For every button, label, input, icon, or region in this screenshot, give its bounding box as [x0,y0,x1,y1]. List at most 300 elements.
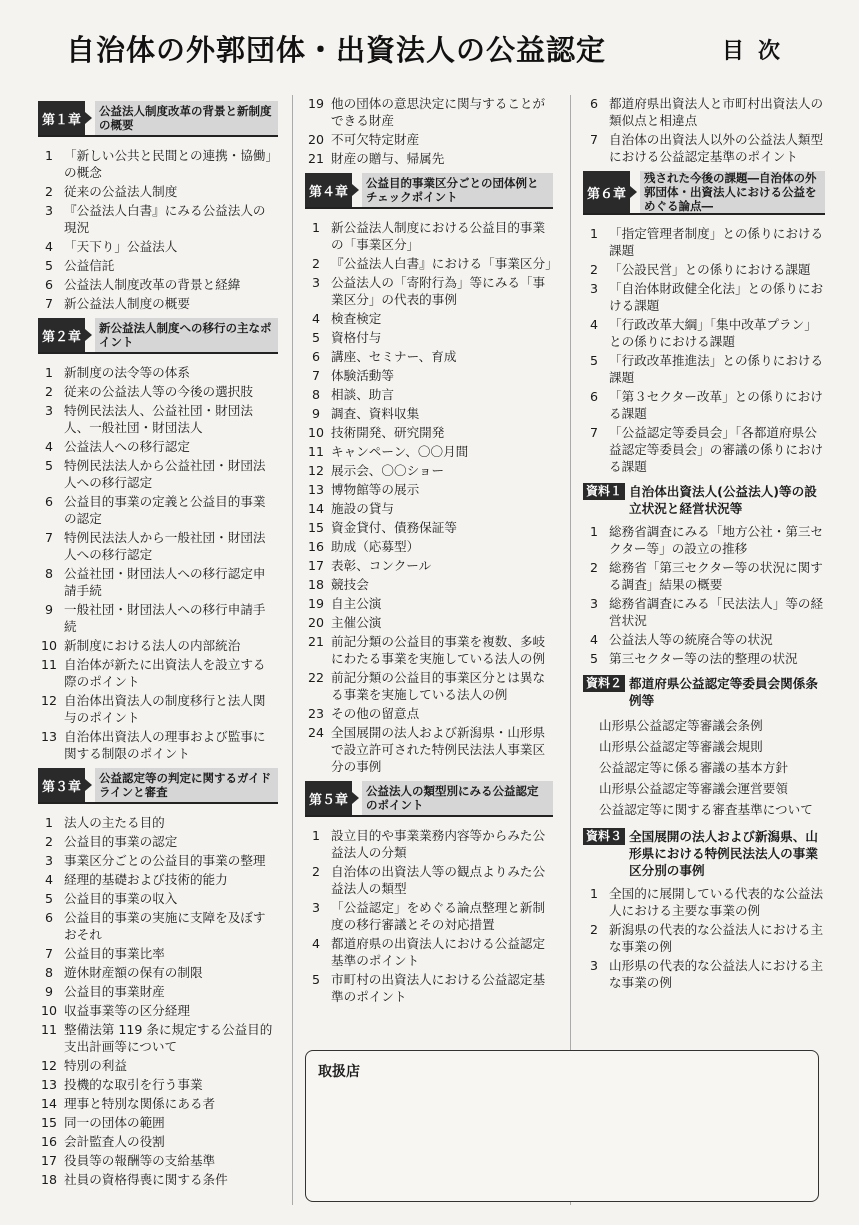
item-text: 総務省調査にみる「地方公社・第三セクター等」の設立の推移 [609,524,824,556]
list-item [305,405,553,422]
item-number: 21 [307,151,325,166]
list-item [583,921,825,955]
item-text: 公益法人への移行認定 [64,439,190,454]
item-number: 9 [44,984,53,999]
list-item [38,1133,278,1150]
chapter-2-header [38,318,278,354]
item-text: 主催公演 [331,615,382,630]
item-number: 11 [307,444,325,459]
item-text: 不可欠特定財産 [331,132,420,147]
item-number: 23 [307,706,325,721]
item-number: 1 [589,886,598,901]
item-text: 全国的に展開している代表的な公益法人における主要な事業の例 [609,886,824,918]
item-number: 14 [307,501,325,516]
list-item [305,935,553,969]
item-number: 3 [44,853,53,868]
item-text: 博物館等の展示 [331,482,420,497]
item-number: 7 [589,425,598,440]
list-item [305,863,553,897]
item-number: 9 [311,406,320,421]
item-text: 「天下り」公益法人 [64,239,178,254]
toc-label: 目次 [722,39,795,64]
item-number: 8 [311,387,320,402]
list-item [583,424,825,475]
item-number: 18 [40,1172,58,1187]
list-item [38,1002,278,1019]
item-text: 市町村の出資法人における公益認定基準のポイント [331,972,546,1004]
resource-tag: 資料２ [583,675,625,692]
item-text: 公益目的事業の定義と公益目的事業の認定 [64,494,266,526]
item-text: 「新しい公共と民間との連携・協働」の概念 [64,148,272,180]
item-number: 2 [44,184,53,199]
list-item [583,388,825,422]
list-item [38,692,278,726]
item-text: 「自治体財政健全化法」との係りにおける課題 [609,281,824,313]
list-item [38,402,278,436]
list-item [305,669,553,703]
store-label: 取扱店 [318,1064,360,1080]
list-item [305,348,553,365]
item-text: 新制度における法人の内部統治 [64,638,241,653]
chapter-tag: 第１章 [38,101,85,135]
list-item [305,538,553,555]
item-text: 競技会 [331,577,369,592]
item-number: 19 [307,96,325,111]
list-item [305,95,553,129]
list-item [583,316,825,350]
item-text: 全国展開の法人および新潟県・山形県で設立許可された特例民法法人事業区分の事例 [331,725,546,774]
item-number: 13 [40,1077,58,1092]
item-number: 12 [40,1058,58,1073]
chapter-6-list [583,225,825,475]
item-text: 自治体出資法人の理事および監事に関する制限のポイント [64,729,266,761]
item-text: 展示会、〇〇ショー [331,463,445,478]
list-item [305,424,553,441]
list-item [305,633,553,667]
item-text: 都道府県出資法人と市町村出資法人の類似点と相違点 [609,96,824,128]
chapter-tag: 第６章 [583,171,630,213]
resource-1-list [583,523,825,667]
item-text: 社員の資格得喪に関する条件 [64,1172,228,1187]
column-divider [292,95,293,1205]
item-text: 資金貸付、債務保証等 [331,520,457,535]
item-text: 財産の贈与、帰属先 [331,151,445,166]
item-text: 公益信託 [64,258,115,273]
list-item [38,814,278,831]
list-item [38,202,278,236]
list-item [38,493,278,527]
item-text: 公益法人の「寄附行為」等にみる「事業区分」の代表的事例 [331,275,546,307]
item-number: 14 [40,1096,58,1111]
item-text: 自主公演 [331,596,382,611]
item-number: 9 [44,602,53,617]
item-text: 総務省「第三セクター等の状況に関する調査」結果の概要 [609,560,823,592]
page-title: 自治体の外郭団体・出資法人の公益認定 [66,33,607,67]
list-item [38,364,278,381]
chapter-tag: 第４章 [305,173,352,207]
list-item [38,257,278,274]
chapter-4-header [305,173,553,209]
item-number: 4 [589,317,598,332]
list-item [38,728,278,762]
list-item [583,523,825,557]
list-item [38,945,278,962]
item-number: 10 [40,638,58,653]
chapter-5-list-continued [583,95,825,165]
list-item [305,705,553,722]
item-text: 同一の団体の範囲 [64,1115,165,1130]
chapter-tag: 第３章 [38,768,85,802]
item-text: 講座、セミナー、育成 [331,349,457,364]
item-number: 15 [307,520,325,535]
chapter-1-header [38,101,278,137]
item-text: 自治体が新たに出資法人を設立する際のポイント [64,657,266,689]
chapter-title: 公益法人制度改革の背景と新制度の概要 [95,101,278,135]
list-item [305,595,553,612]
list-item: 公益認定等に関する審査基準について [599,802,813,817]
item-text: 検査検定 [331,311,382,326]
item-text: 新潟県の代表的な公益法人における主な事業の例 [609,922,824,954]
list-item [305,443,553,460]
list-item [38,438,278,455]
item-number: 10 [40,1003,58,1018]
item-text: 「第３セクター改革」との係りにおける課題 [609,389,823,421]
list-item [38,295,278,312]
item-number: 2 [311,256,320,271]
resource-1-header [583,483,825,517]
list-item [305,367,553,384]
list-item [38,1095,278,1112]
chapter-3-list-continued [305,95,553,167]
item-number: 4 [311,936,320,951]
item-text: 投機的な取引を行う事業 [64,1077,203,1092]
item-text: 「公益認定等委員会」「各都道府県公益認定等委員会」の審議の係りにおける課題 [609,425,824,474]
item-number: 8 [44,965,53,980]
store-box [305,1050,819,1202]
item-number: 16 [40,1134,58,1149]
item-number: 6 [589,389,598,404]
list-item [583,885,825,919]
item-text: 会計監査人の役割 [64,1134,165,1149]
item-number: 1 [311,220,320,235]
list-item [583,131,825,165]
item-number: 6 [589,96,598,111]
item-text: 公益目的事業の認定 [64,834,178,849]
item-number: 16 [307,539,325,554]
item-text: 特例民法法人、公益社団・財団法人、一般社団・財団法人 [64,403,253,435]
item-text: 公益法人制度改革の背景と経緯 [64,277,241,292]
item-number: 5 [44,258,53,273]
list-item [583,957,825,991]
item-text: 整備法第 119 条に規定する公益目的支出計画等について [64,1022,273,1054]
column-left [38,95,278,1190]
chapter-title: 新公益法人制度への移行の主なポイント [95,318,278,352]
item-text: 『公益法人白書』にみる公益法人の現況 [64,203,266,235]
item-number: 6 [311,349,320,364]
resource-2-list [583,715,825,820]
item-text: 山形県の代表的な公益法人における主な事業の例 [609,958,824,990]
chapter-3-list [38,814,278,1188]
item-number: 4 [44,872,53,887]
item-number: 3 [589,958,598,973]
item-number: 1 [44,148,53,163]
item-number: 7 [44,946,53,961]
item-number: 1 [589,226,598,241]
item-number: 15 [40,1115,58,1130]
item-text: その他の留意点 [331,706,420,721]
chapter-tag: 第５章 [305,781,352,815]
item-text: キャンペーン、〇〇月間 [331,444,469,459]
item-number: 2 [589,560,598,575]
item-number: 3 [44,203,53,218]
chapter-4-list [305,219,558,775]
item-text: 相談、助言 [331,387,394,402]
list-item [38,637,278,654]
list-item [38,1076,278,1093]
chapter-6-header [583,171,825,215]
list-item [305,971,553,1005]
arrow-icon [630,186,637,198]
item-number: 11 [40,1022,58,1037]
item-text: 「公設民営」との係りにおける課題 [609,262,811,277]
item-number: 1 [44,365,53,380]
item-number: 2 [44,384,53,399]
list-item [583,650,825,667]
list-item [38,383,278,400]
item-text: 施設の貸与 [331,501,394,516]
item-text: 理事と特別な関係にある者 [64,1096,216,1111]
item-number: 7 [44,296,53,311]
item-number: 2 [589,262,598,277]
list-item [305,827,553,861]
list-item [305,614,553,631]
item-number: 12 [40,693,58,708]
item-text: 事業区分ごとの公益目的事業の整理 [64,853,266,868]
list-item [305,576,553,593]
chapter-1-list [38,147,278,312]
item-text: 公益法人等の統廃合等の状況 [609,632,773,647]
chapter-title: 公益法人の類型別にみる公益認定のポイント [362,781,553,815]
resource-title: 自治体出資法人(公益法人)等の設立状況と経営状況等 [629,484,817,516]
item-text: 「行政改革推進法」との係りにおける課題 [609,353,824,385]
item-number: 17 [307,558,325,573]
arrow-icon [352,792,359,804]
item-number: 11 [40,657,58,672]
item-number: 7 [44,530,53,545]
item-text: 自治体の出資法人等の観点よりみた公益法人の類型 [331,864,546,896]
column-right [583,95,825,993]
item-text: 調査、資料収集 [331,406,420,421]
item-text: 特例民法法人から公益社団・財団法人への移行認定 [64,458,266,490]
chapter-5-header [305,781,553,817]
item-text: 都道府県の出資法人における公益認定基準のポイント [331,936,546,968]
resource-tag: 資料１ [583,483,625,500]
item-text: 特別の利益 [64,1058,127,1073]
item-text: 体験活動等 [331,368,394,383]
chapter-2-list [38,364,278,762]
item-number: 2 [589,922,598,937]
list-item [305,557,553,574]
item-number: 5 [44,891,53,906]
arrow-icon [85,329,92,341]
list-item [38,852,278,869]
item-number: 6 [44,277,53,292]
item-number: 10 [307,425,325,440]
item-number: 19 [307,596,325,611]
list-item [38,147,278,181]
list-item [583,261,825,278]
column-divider [570,95,571,1205]
item-number: 4 [44,439,53,454]
item-text: 前記分類の公益目的事業区分とは異なる事業を実施している法人の例 [331,670,546,702]
item-text: 公益目的事業の実施に支障を及ぼすおそれ [64,910,266,942]
item-number: 5 [311,972,320,987]
list-item [305,329,553,346]
item-text: 新制度の法令等の体系 [64,365,190,380]
list-item [38,601,278,635]
list-item [38,1021,278,1055]
list-item [305,519,553,536]
item-number: 13 [307,482,325,497]
list-item [38,833,278,850]
item-text: 「行政改革大綱」「集中改革プラン」との係りにおける課題 [609,317,817,349]
item-number: 6 [44,910,53,925]
item-text: 収益事業等の区分経理 [64,1003,190,1018]
item-number: 18 [307,577,325,592]
item-text: 新公益法人制度の概要 [64,296,190,311]
item-number: 7 [311,368,320,383]
item-number: 4 [311,311,320,326]
list-item [305,386,553,403]
item-text: 総務省調査にみる「民法法人」等の経営状況 [609,596,824,628]
item-number: 1 [311,828,320,843]
list-item [583,95,825,129]
list-item [305,310,553,327]
item-number: 20 [307,615,325,630]
list-item [38,457,278,491]
item-number: 4 [44,239,53,254]
list-item [583,631,825,648]
item-number: 5 [589,353,598,368]
list-item [305,500,553,517]
list-item [38,1114,278,1131]
item-text: 経理的基礎および技術的能力 [64,872,228,887]
list-item [583,559,825,593]
list-item [38,565,278,599]
list-item [305,150,553,167]
list-item [583,595,825,629]
list-item [38,964,278,981]
list-item [583,352,825,386]
item-text: 「指定管理者制度」との係りにおける課題 [609,226,824,258]
item-number: 12 [307,463,325,478]
chapter-title: 公益目的事業区分ごとの団体例とチェックポイント [362,173,553,207]
item-number: 5 [44,458,53,473]
list-item [38,871,278,888]
item-number: 6 [44,494,53,509]
list-item [305,724,553,775]
list-item [38,1171,278,1188]
item-number: 1 [44,815,53,830]
list-item [38,1152,278,1169]
list-item: 公益認定等に係る審議の基本方針 [599,760,788,775]
list-item [583,225,825,259]
item-number: 3 [311,900,320,915]
arrow-icon [352,184,359,196]
arrow-icon [85,112,92,124]
item-text: 一般社団・財団法人への移行申請手続 [64,602,266,634]
list-item [38,1057,278,1074]
resource-2-header [583,675,825,709]
list-item [305,131,553,148]
resource-title: 都道府県公益認定等委員会関係条例等 [629,676,818,708]
item-text: 前記分類の公益目的事業を複数、多岐にわたる事業を実施している法人の例 [331,634,546,666]
list-item [305,274,553,308]
column-middle [305,95,558,1007]
chapter-5-list [305,827,553,1005]
list-item: 山形県公益認定等審議会条例 [599,718,763,733]
item-number: 22 [307,670,325,685]
list-item [38,909,278,943]
item-text: 役員等の報酬等の支給基準 [64,1153,216,1168]
resource-title: 全国展開の法人および新潟県、山形県における特例民法法人の事業区分別の事例 [629,829,818,878]
resource-3-list [583,885,825,991]
item-text: 『公益法人白書』における「事業区分」 [331,256,558,271]
chapter-title: 公益認定等の判定に関するガイドラインと審査 [95,768,278,802]
chapter-tag: 第２章 [38,318,85,352]
item-number: 5 [311,330,320,345]
list-item [38,238,278,255]
item-text: 新公益法人制度における公益目的事業の「事業区分」 [331,220,546,252]
item-number: 7 [589,132,598,147]
list-item [305,219,553,253]
item-text: 表彰、コンクール [331,558,432,573]
item-number: 13 [40,729,58,744]
item-number: 3 [589,281,598,296]
item-text: 設立目的や事業業務内容等からみた公益法人の分類 [331,828,546,860]
item-number: 2 [311,864,320,879]
item-text: 公益目的事業の収入 [64,891,178,906]
item-text: 資格付与 [331,330,382,345]
item-text: 自治体の出資法人以外の公益法人類型における公益認定基準のポイント [609,132,824,164]
arrow-icon [85,779,92,791]
item-number: 3 [44,403,53,418]
item-number: 3 [589,596,598,611]
item-text: 公益目的事業財産 [64,984,165,999]
item-text: 「公益認定」をめぐる論点整理と新制度の移行審議とその対応措置 [331,900,546,932]
resource-3-header [583,828,825,879]
item-text: 技術開発、研究開発 [331,425,445,440]
item-number: 1 [589,524,598,539]
item-number: 3 [311,275,320,290]
list-item [38,890,278,907]
item-number: 2 [44,834,53,849]
item-number: 4 [589,632,598,647]
list-item [38,656,278,690]
page-header [0,0,859,82]
list-item [38,276,278,293]
item-number: 20 [307,132,325,147]
list-item [38,983,278,1000]
list-item [305,481,553,498]
item-text: 従来の公益法人等の今後の選択肢 [64,384,253,399]
item-text: 他の団体の意思決定に関与することができる財産 [331,96,546,128]
item-number: 21 [307,634,325,649]
list-item [305,255,558,272]
item-number: 17 [40,1153,58,1168]
chapter-3-header [38,768,278,804]
item-text: 自治体出資法人の制度移行と法人関与のポイント [64,693,266,725]
